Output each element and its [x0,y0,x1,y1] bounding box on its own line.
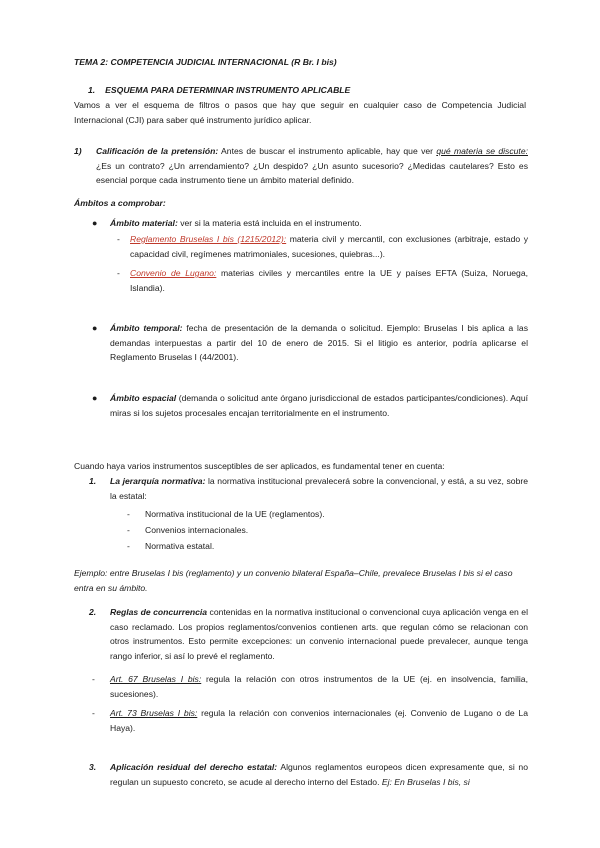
bullet-icon: ● [92,393,98,403]
step-marker: 1) [74,146,82,156]
lugano-link[interactable]: Convenio de Lugano: [130,268,217,278]
list-item: Convenios internacionales. [145,525,249,535]
bruselas-link[interactable]: Reglamento Bruselas I bis (1215/2012): [130,234,287,244]
bullet-icon: ● [92,323,98,333]
item-number: 2. [89,607,97,617]
reglas-concurrencia: Reglas de concurrencia contenidas en la normativa institucional o convencional cuya aplicación venga en el caso reclamado. Los propios reglamentos/convenios contienen arts. que regulan cómo se relacionan con otros instrumentos. Esto permite excepciones: un convenio internacional puede prevalecer, aunque tenga rango inferior, si así lo prevé el reglamento. [110,607,528,661]
ambito-espacial: Ámbito espacial (demanda o solicitud ante órgano jurisdiccional de estados participantes/condiciones). Aquí miras si los sujetos procesales encajan territorialmente en el instrumento. [110,393,528,418]
art67-item: Art. 67 Bruselas I bis: regula la relación con otros instrumentos de la UE (ej. en insolvencia, familia, sucesiones). [110,674,528,699]
page-title: TEMA 2: COMPETENCIA JUDICIAL INTERNACIONAL (R Br. I bis) [74,57,337,67]
section-intro: Vamos a ver el esquema de filtros o pasos que hay que seguir en cualquier caso de Competencia Judicial Internacional (CJI) para saber qué instrumento jurídico aplicar. [74,100,526,125]
section-heading: 1. ESQUEMA PARA DETERMINAR INSTRUMENTO APLICABLE [88,85,351,95]
ambito-material: Ámbito material: ver si la materia está incluida en el instrumento. [110,218,362,228]
dash-icon: - [117,234,120,244]
art73-item: Art. 73 Bruselas I bis: regula la relación con convenios internacionales (ej. Convenio de Lugano o de La Haya). [110,708,528,733]
dash-icon: - [117,268,120,278]
jerarquia-normativa: La jerarquía normativa: la normativa institucional prevalecerá sobre la convencional, y está, a su vez, sobre la estatal: [110,476,529,501]
ejemplo-note: Ejemplo: entre Bruselas I bis (reglamento) y un convenio bilateral España–Chile, prevalece Bruselas I bis si el caso entra en su ámbito. [74,568,513,593]
item-number: 1. [89,476,97,486]
item-number: 3. [89,762,97,772]
sub-bruselas: Reglamento Bruselas I bis (1215/2012): materia civil y mercantil, con exclusiones (arbitraje, estado y capacidad civil, regímenes matrimoniales, sucesiones, quiebras...). [130,234,528,259]
dash-icon: - [127,525,130,535]
dash-icon: - [92,674,95,684]
bullet-icon: ● [92,218,98,228]
dash-icon: - [92,708,95,718]
dash-icon: - [127,541,130,551]
sub-lugano: Convenio de Lugano: materias civiles y mercantiles entre la UE y países EFTA (Suiza, Noruega, Islandia). [130,268,528,293]
aplicacion-residual: Aplicación residual del derecho estatal: Algunos reglamentos europeos dicen expresamente que, si no regulan un supuesto concreto, se acude al derecho interno del Estado. Ej: En Bruselas I bis, si [110,762,528,787]
step-calificacion: Calificación de la pretensión: Antes de buscar el instrumento aplicable, hay que ver qué materia se discute: ¿Es un contrato? ¿Un arrendamiento? ¿Un despido? ¿Un asunto sucesorio? ¿Medidas cautelares? Esto es esencial porque cada instrumento tiene un ámbito material definido. [96,146,528,185]
art67-link[interactable]: Art. 67 Bruselas I bis: [110,674,202,684]
ambitos-heading: Ámbitos a comprobar: [74,198,166,208]
varios-intro: Cuando haya varios instrumentos susceptibles de ser aplicados, es fundamental tener en cuenta: [74,461,445,471]
art73-link[interactable]: Art. 73 Bruselas I bis: [110,708,198,718]
dash-icon: - [127,509,130,519]
materia-link[interactable]: qué materia se discute: [436,146,528,156]
ambito-temporal: Ámbito temporal: fecha de presentación de la demanda o solicitud. Ejemplo: Bruselas I bis aplica a las demandas interpuestas a partir del 10 de enero de 2015. Si el litigio es anterior, podría aplicarse el Reglamento Bruselas I (44/2001). [110,323,528,362]
list-item: Normativa institucional de la UE (reglamentos). [145,509,325,519]
list-item: Normativa estatal. [145,541,215,551]
